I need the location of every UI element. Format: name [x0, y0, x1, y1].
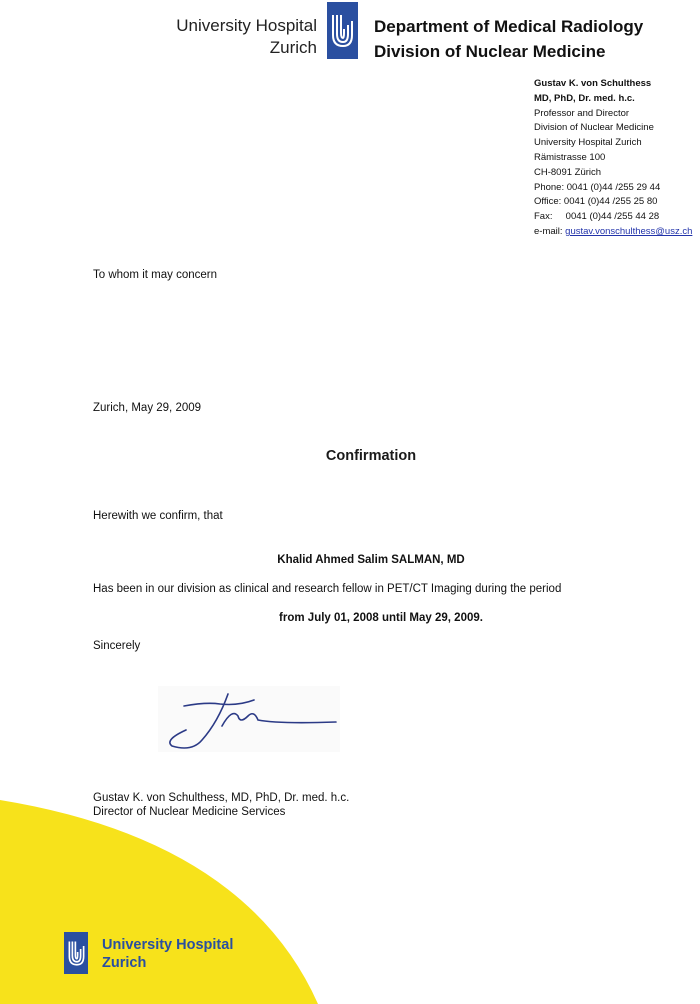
sender-name: Gustav K. von Schulthess: [534, 78, 652, 89]
sender-line: Phone: 0041 (0)44 /255 29 44: [534, 181, 661, 193]
salutation: To whom it may concern: [93, 269, 217, 281]
statement-text: Has been in our division as clinical and research fellow in PET/CT Imaging during the period: [93, 583, 562, 595]
closing-text: Sincerely: [93, 640, 141, 652]
header-department-block: [374, 14, 643, 64]
letter-heading: Confirmation: [325, 448, 417, 464]
division-title: Division of Nuclear Medicine: [374, 42, 606, 61]
department-title: Department of Medical Radiology: [374, 17, 644, 36]
sender-line: Fax: 0041 (0)44 /255 44 28: [534, 211, 660, 223]
sender-address-block: [534, 77, 699, 240]
sender-line: CH-8091 Zürich: [534, 166, 602, 178]
usz-logo-icon: [64, 932, 88, 974]
header-hospital-line2: Zurich: [269, 38, 317, 57]
sender-line: Division of Nuclear Medicine: [534, 122, 654, 134]
yellow-corner-shape: [0, 800, 340, 1004]
signatory-name: Gustav K. von Schulthess, MD, PhD, Dr. med. h.c.: [93, 792, 350, 804]
header-hospital-name: [117, 15, 317, 59]
signatory-role: Director of Nuclear Medicine Services: [93, 806, 286, 818]
period-text: from July 01, 2008 until May 29, 2009.: [279, 612, 483, 624]
usz-logo-icon: [327, 2, 358, 59]
signature-image: [158, 686, 340, 752]
sender-line: Office: 0041 (0)44 /255 25 80: [534, 196, 658, 208]
signature-area: [158, 686, 340, 752]
footer-line2: Zurich: [102, 955, 147, 971]
place-date: Zurich, May 29, 2009: [93, 402, 202, 414]
sender-line: Professor and Director: [534, 107, 630, 119]
intro-text: Herewith we confirm, that: [93, 510, 223, 522]
sender-line: University Hospital Zurich: [534, 137, 642, 149]
footer-hospital-name: [102, 936, 233, 972]
sender-titles: MD, PhD, Dr. med. h.c.: [534, 92, 635, 104]
email-link[interactable]: gustav.vonschulthess@usz.ch: [565, 225, 693, 237]
sender-line: Rämistrasse 100: [534, 151, 606, 163]
person-name: Khalid Ahmed Salim SALMAN, MD: [277, 554, 465, 566]
footer-line1: University Hospital: [102, 937, 234, 953]
header-hospital-line1: University Hospital: [176, 16, 317, 35]
email-label: e-mail:: [534, 225, 563, 237]
